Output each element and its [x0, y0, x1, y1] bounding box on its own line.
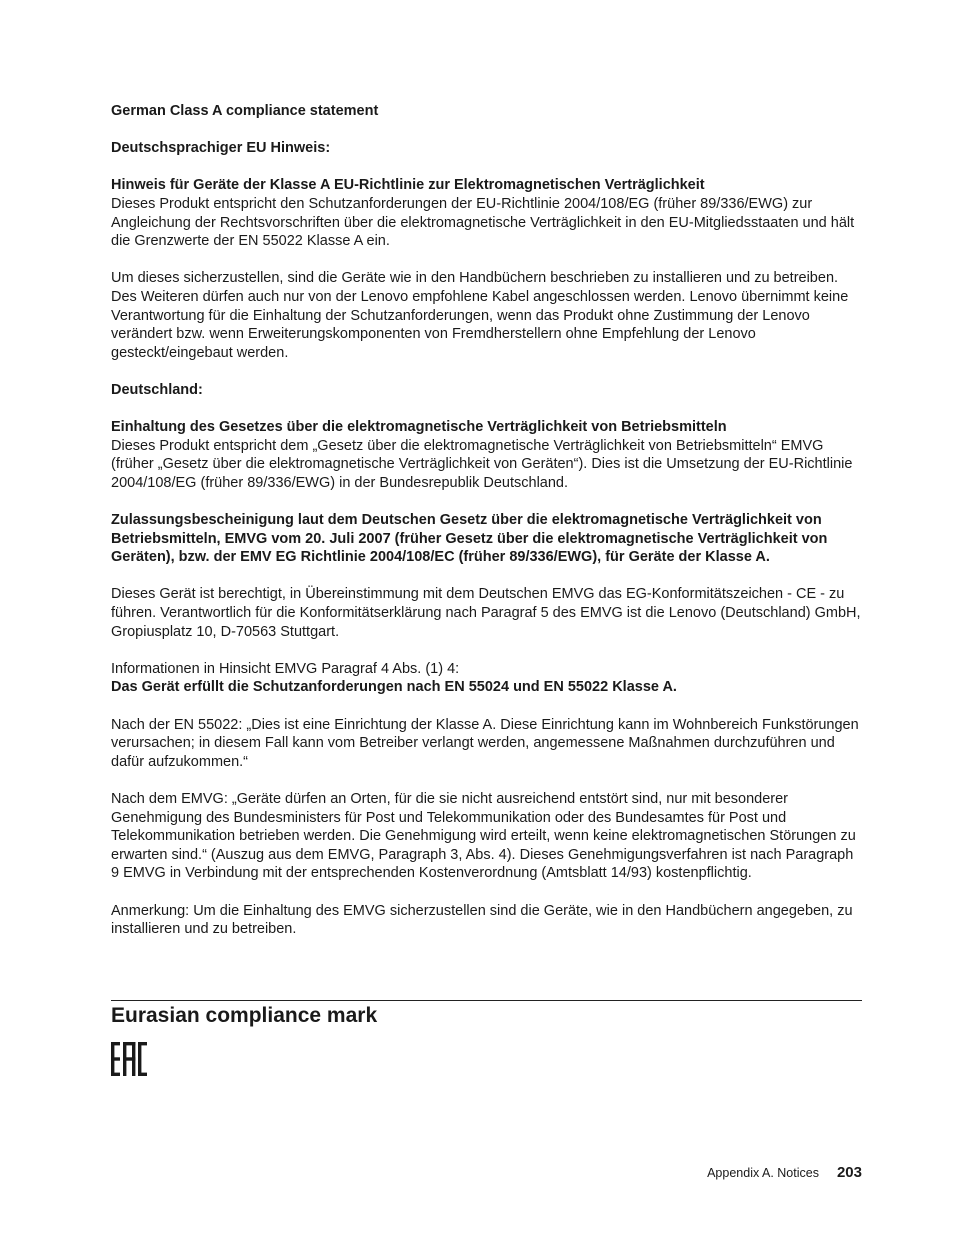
- paragraph: [111, 511, 863, 567]
- paragraph: [111, 139, 863, 158]
- paragraph: [111, 902, 863, 939]
- paragraph-text: Nach dem EMVG: „Geräte dürfen an Orten, für die sie nicht ausreichend entstört sind, nur mit besonderer Genehmigung des Bundesministers für Post und Telekommunikation oder des Bundesamtes für Post und Telekommunikation betrieben werden. Die Genehmigung wird erteilt, wenn keine elektromagnetischen Störungen zu erwarten sind.“ (Auszug aus dem EMVG, Paragraph 3, Abs. 4). Dieses Genehmigungsverfahren ist nach Paragraph 9 EMVG in Verbindung mit der entsprechenden Kostenverordnung (Amtsblatt 14/93) kostenpflichtig.: [111, 790, 856, 882]
- paragraph: [111, 176, 863, 250]
- paragraph: [111, 660, 863, 697]
- footer-label: Appendix A. Notices: [707, 1166, 819, 1180]
- paragraph-text: Dieses Produkt entspricht den Schutzanforderungen der EU-Richtlinie 2004/108/EG (früher 89/336/EWG) zur Angleichung der Rechtsvorschriften über die elektromagnetische Verträglichkeit in den EU-Mitgliedsstaaten und hält die Grenzwerte der EN 55022 Klasse A ein.: [111, 195, 855, 250]
- paragraph-text: Informationen in Hinsicht EMVG Paragraf 4 Abs. (1) 4:: [111, 660, 460, 677]
- section-title: Eurasian compliance mark: [111, 1004, 378, 1027]
- paragraph-heading: German Class A compliance statement: [111, 103, 379, 119]
- document-body: [111, 102, 863, 957]
- paragraph-emphasis: Das Gerät erfüllt die Schutzanforderungen nach EN 55024 und EN 55022 Klasse A.: [111, 679, 677, 696]
- paragraph: [111, 269, 863, 362]
- paragraph: [111, 716, 863, 772]
- paragraph: [111, 102, 863, 121]
- paragraph-heading: Deutschland:: [111, 381, 203, 398]
- paragraph: [111, 381, 863, 400]
- section-divider: [111, 1000, 862, 1001]
- paragraph-text: Nach der EN 55022: „Dies ist eine Einrichtung der Klasse A. Diese Einrichtung kann im Wohnbereich Funkstörungen verursachen; in diesem Fall kann vom Betreiber verlangt werden, angemessene Maßnahmen durchzuführen und dafür aufzukommen.“: [111, 716, 859, 770]
- paragraph-text: Dieses Gerät ist berechtigt, in Übereinstimmung mit dem Deutschen EMVG das EG-Konformitätszeichen - CE - zu führen. Verantwortlich für die Konformitätserklärung nach Paragraf 5 des EMVG ist die Lenovo (Deutschland) GmbH, Gropiusplatz 10, D-70563 Stuttgart.: [111, 586, 861, 640]
- paragraph: [111, 790, 863, 883]
- paragraph-text: Dieses Produkt entspricht dem „Gesetz über die elektromagnetische Verträglichkeit von Betriebsmitteln“ EMVG (früher „Gesetz über die elektromagnetische Verträglichkeit von Geräten“). Dies ist die Umsetzung der EU-Richtlinie 2004/108/EG (früher 89/336/EWG) in der Bundesrepublik Deutschland.: [111, 437, 853, 491]
- page-number: 203: [836, 1164, 862, 1181]
- paragraph-text: Um dieses sicherzustellen, sind die Geräte wie in den Handbüchern beschrieben zu installieren und zu betreiben. Des Weiteren dürfen auch nur von der Lenovo empfohlene Kabel angeschlossen werden. Lenovo übernimmt keine Verantwortung für die Einhaltung der Schutzanforderungen, wenn das Produkt ohne Zustimmung der Lenovo verändert bzw. wenn Erweiterungskomponenten von Fremdherstellern ohne Empfehlung der Lenovo gesteckt/eingebaut werden.: [111, 270, 849, 361]
- page-footer: [707, 1164, 862, 1181]
- eac-mark-svg: [111, 1042, 147, 1076]
- eac-mark-icon: [111, 1042, 147, 1081]
- paragraph-heading: Einhaltung des Gesetzes über die elektromagnetische Verträglichkeit von Betriebsmitteln: [111, 419, 727, 436]
- paragraph-heading: Zulassungsbescheinigung laut dem Deutschen Gesetz über die elektromagnetische Verträglichkeit von Betriebsmitteln, EMVG vom 20. Juli 2007 (früher Gesetz über die elektromagnetische Verträglichkeit von Geräten), bzw. der EMV EG Richtlinie 2004/108/EC (früher 89/336/EWG), für Geräte der Klasse A.: [111, 512, 828, 566]
- paragraph: [111, 418, 863, 492]
- paragraph-text: Anmerkung: Um die Einhaltung des EMVG sicherzustellen sind die Geräte, wie in den Handbüchern angegeben, zu installieren und zu betreiben.: [111, 902, 853, 938]
- paragraph-heading: Deutschsprachiger EU Hinweis:: [111, 140, 331, 157]
- paragraph-heading: Hinweis für Geräte der Klasse A EU-Richtlinie zur Elektromagnetischen Verträglichkeit: [111, 177, 705, 194]
- paragraph: [111, 585, 863, 641]
